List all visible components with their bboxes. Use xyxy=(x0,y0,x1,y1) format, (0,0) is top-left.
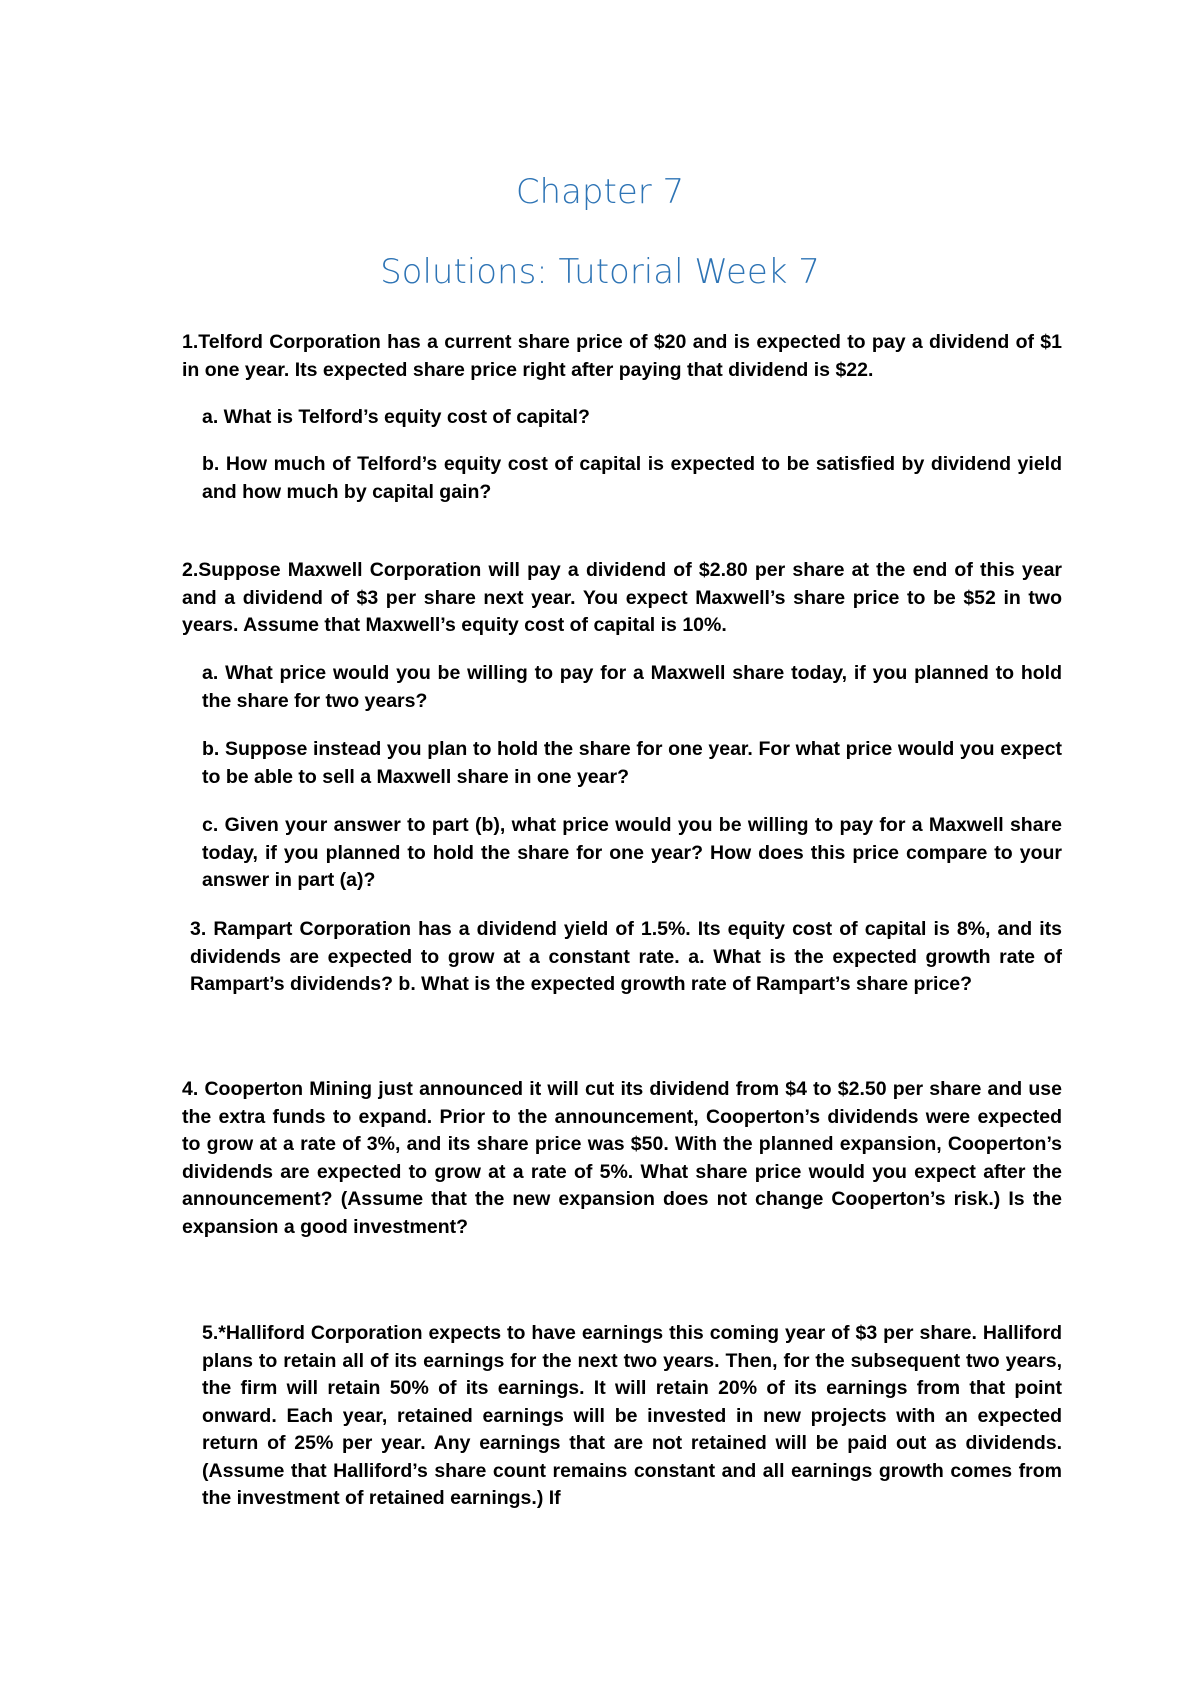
question-3: 3. Rampart Corporation has a dividend yield of 1.5%. Its equity cost of capital is 8%, and its dividends are expected to grow at a constant rate. a. What is the expected growth rate of Rampart’s dividends? b. What is the expected growth rate of Rampart’s share price? xyxy=(190,918,1062,995)
question-2: 2.Suppose Maxwell Corporation will pay a dividend of $2.80 per share at the end of this year and a dividend of $3 per share next year. You expect Maxwell’s share price to be $52 in two years. Assume that Maxwell’s equity cost of capital is 10%. xyxy=(182,559,1062,636)
question-2a: a. What price would you be willing to pay for a Maxwell share today, if you planned to hold the share for two years? xyxy=(202,662,1062,712)
question-2b: b. Suppose instead you plan to hold the share for one year. For what price would you expect to be able to sell a Maxwell share in one year? xyxy=(202,738,1062,788)
question-1a: a. What is Telford’s equity cost of capital? xyxy=(202,406,590,428)
chapter-title: Chapter 7 xyxy=(515,172,685,212)
page-subtitle: Solutions: Tutorial Week 7 xyxy=(380,252,820,292)
question-4: 4. Cooperton Mining just announced it will cut its dividend from $4 to $2.50 per share and use the extra funds to expand. Prior to the announcement, Cooperton’s dividends were expected to grow at a rate of 3%, and its share price was $50. With the planned expansion, Cooperton’s dividends are expected to grow at a rate of 5%. What share price would you expect after the announcement? (Assume that the new expansion does not change Cooperton’s risk.) Is the expansion a good investment? xyxy=(182,1078,1062,1238)
question-2c: c. Given your answer to part (b), what price would you be willing to pay for a Maxwell share today, if you planned to hold the share for one year? How does this price compare to your answer in part (a)? xyxy=(202,814,1062,891)
question-1: 1.Telford Corporation has a current share price of $20 and is expected to pay a dividend of $1 in one year. Its expected share price right after paying that dividend is $22. xyxy=(182,331,1062,381)
question-1b: b. How much of Telford’s equity cost of capital is expected to be satisfied by dividend yield and how much by capital gain? xyxy=(202,453,1062,503)
question-5: 5.*Halliford Corporation expects to have earnings this coming year of $3 per share. Halliford plans to retain all of its earnings for the next two years. Then, for the subsequent two years, the firm will retain 50% of its earnings. It will retain 20% of its earnings from that point onward. Each year, retained earnings will be invested in new projects with an expected return of 25% per year. Any earnings that are not retained will be paid out as dividends. (Assume that Halliford’s share count remains constant and all earnings growth comes from the investment of retained earnings.) If xyxy=(202,1322,1062,1509)
